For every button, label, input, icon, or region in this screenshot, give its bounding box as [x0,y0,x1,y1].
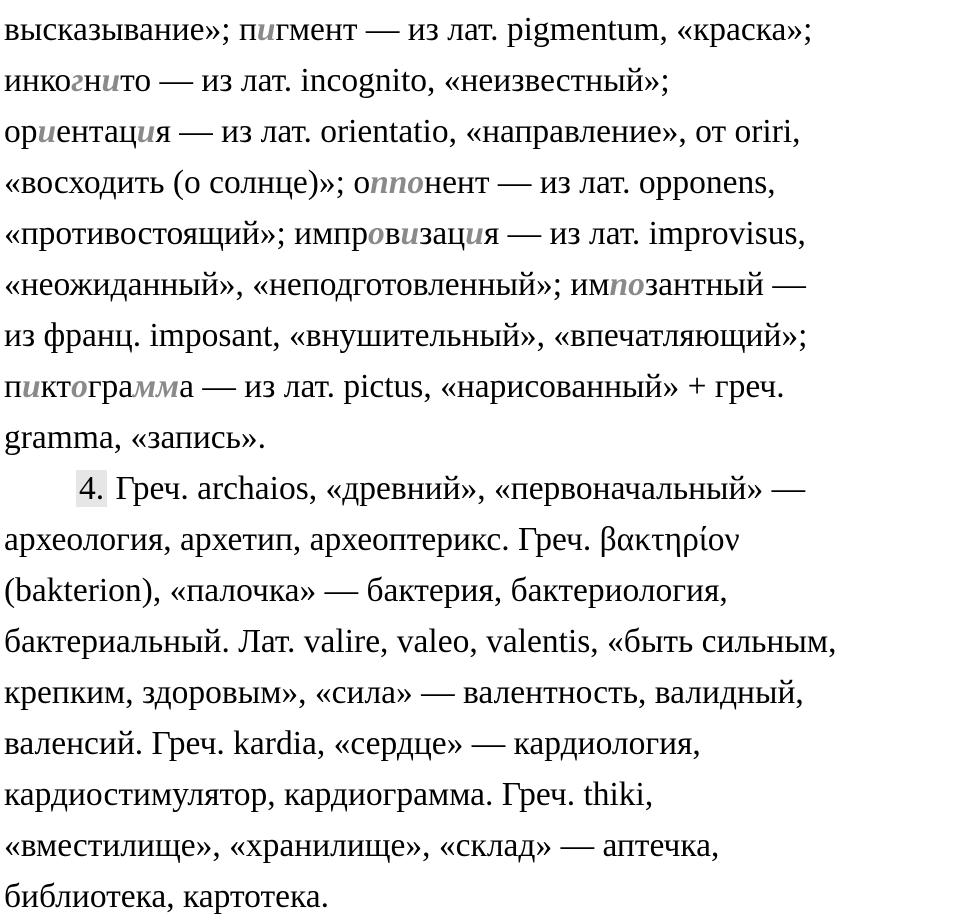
highlighted-letter: и [21,368,41,405]
text-run: зантный — [644,266,806,303]
text-line-3 [4,106,956,157]
text-run: нент — из лат. opponens, [424,164,776,201]
text-run: высказывание»; п [4,11,257,48]
text-run: «восходить (о солнце)»; о [4,164,371,201]
text-run: инко [4,62,72,99]
highlighted-letter: мм [133,368,180,405]
highlighted-letter: г [71,62,84,99]
text-line-6 [4,259,956,310]
text-run: археология, архетип, археоптерикс. Греч. βακτηρίον [4,521,740,558]
text-line-14 [4,667,956,718]
text-line-4 [4,157,956,208]
text-run: валенсий. Греч. kardia, «сердце» — кардиология, [4,725,701,762]
text-line-10 [4,463,956,514]
text-run: то — из лат. incognito, «неизвестный»; [120,62,670,99]
text-run: гра [87,368,134,405]
text-run: я — из лат. improvisus, [483,215,806,252]
text-line-9 [4,412,956,463]
text-line-1 [4,4,956,55]
item-number: 4. [76,470,107,507]
text-run: ор [4,113,38,150]
text-run: ентац [56,113,137,150]
text-line-12 [4,565,956,616]
text-line-8 [4,361,956,412]
text-run: я — из лат. orientatio, «направление», от oriri, [155,113,801,150]
highlighted-letter: о [71,368,88,405]
text-run: кт [40,368,72,405]
text-line-11 [4,514,956,565]
text-run: «вместилище», «хранилище», «склад» — аптечка, [4,827,720,864]
document-page [4,4,956,922]
text-run: «противостоящий»; импр [4,215,368,252]
highlighted-letter: ппо [370,164,425,201]
text-line-7 [4,310,956,361]
text-run: зац [419,215,466,252]
highlighted-letter: и [400,215,420,252]
highlighted-letter: и [465,215,484,252]
highlighted-letter: и [256,11,276,48]
text-line-17 [4,820,956,871]
text-run: крепким, здоровым», «сила» — валентность, валидный, [4,674,804,711]
text-line-18 [4,871,956,922]
highlighted-letter: и [101,62,121,99]
text-line-16 [4,769,956,820]
text-line-15 [4,718,956,769]
text-run: библиотека, картотека. [4,878,330,915]
highlighted-letter: и [37,113,57,150]
text-run: бактериальный. Лат. valire, valeo, valentis, «быть сильным, [4,623,837,660]
text-run: кардиостимулятор, кардиограмма. Греч. thiki, [4,776,654,813]
text-run: из франц. imposant, «внушительный», «впечатляющий»; [4,317,808,354]
text-line-5 [4,208,956,259]
highlighted-letter: о [367,215,385,252]
text-run: н [83,62,102,99]
text-run: «неожиданный», «неподготовленный»; им [4,266,610,303]
text-run: гмент — из лат. pigmentum, «краска»; [275,11,813,48]
text-run: в [384,215,401,252]
text-line-13 [4,616,956,667]
text-run: Греч. archaios, «древний», «первоначальный» — [107,470,806,507]
text-run: а — из лат. pictus, «нарисованный» + греч. [179,368,785,405]
text-run: gramma, «запись». [4,419,267,456]
text-line-2 [4,55,956,106]
highlighted-letter: и [136,113,156,150]
highlighted-letter: по [609,266,645,303]
text-run: п [4,368,22,405]
text-run: (bakterion), «палочка» — бактерия, бактериология, [4,572,728,609]
